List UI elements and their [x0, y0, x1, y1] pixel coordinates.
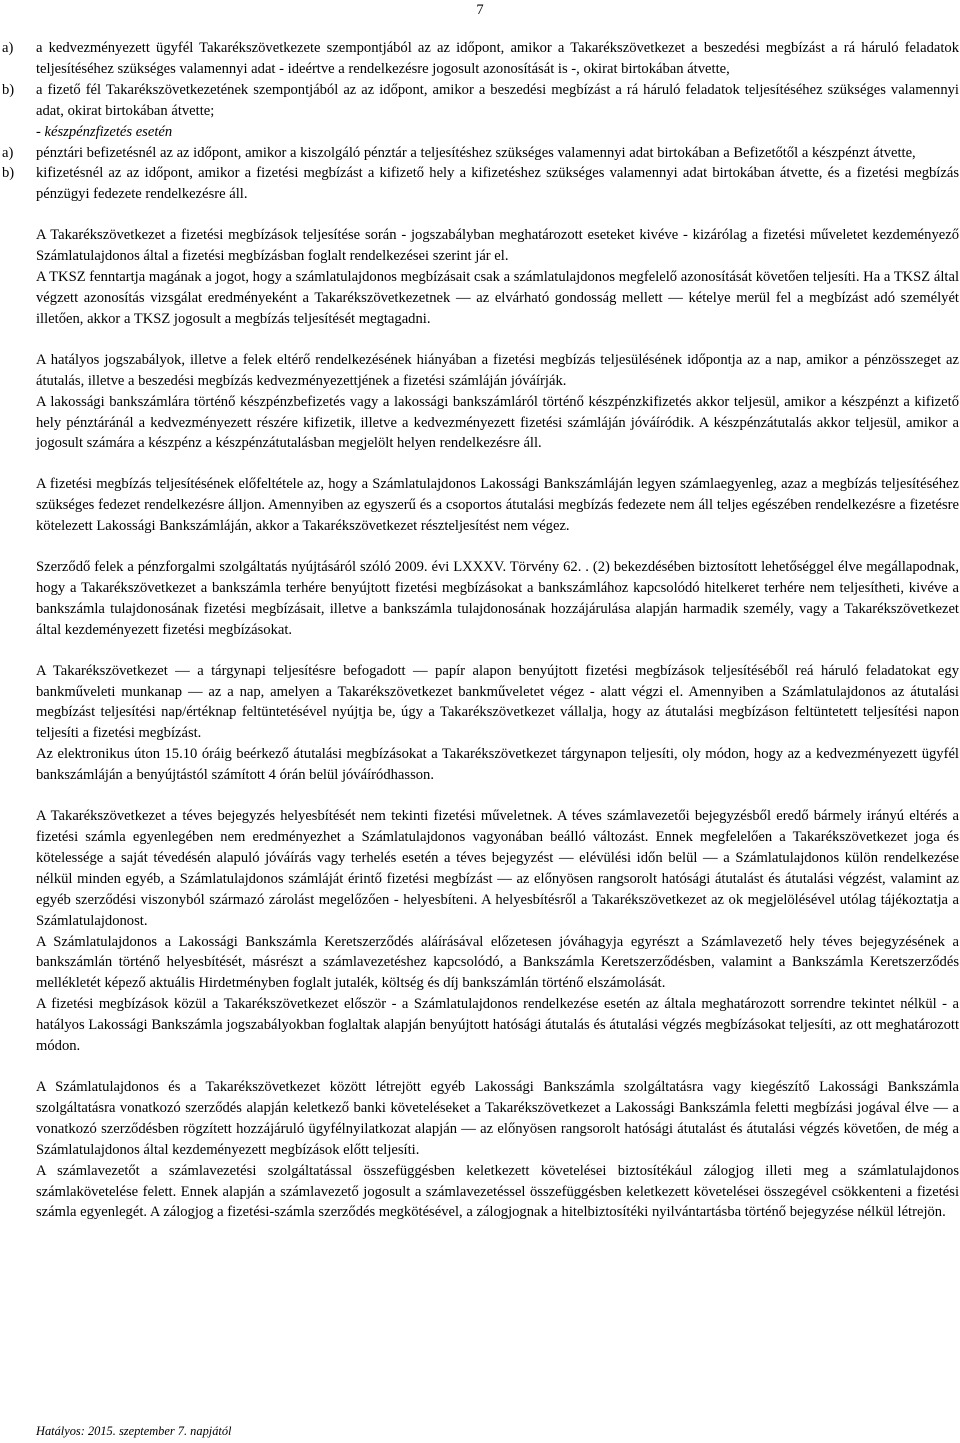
- paragraph: A Számlatulajdonos és a Takarékszövetkezet között létrejött egyéb Lakossági Bankszámla szolgáltatásra vagy kiegészítő Lakossági Bankszámla szolgáltatásra vonatkozó szerződés alapján keletkező banki követeléseket a Takarékszövetkezet a Lakossági Bankszámla feletti megbízási jogával élve — a vonatkozó szerződésben rögzített hozzájáruló ügyfélnyilatkozat alapján — az előnyösen rangsorolt hatósági átutalást és átutalási végzés követően, de még a Számlatulajdonos által kezdeményezett megbízások előtt teljesíti.: [36, 1078, 959, 1158]
- cash-payment-heading: - készpénzfizetés esetén: [36, 123, 173, 140]
- document-body: [2, 38, 959, 1223]
- list-text: a kedvezményezett ügyfél Takarékszövetkezete szempontjából az az időpont, amikor a Takarékszövetkezet a beszedési megbízást a rá háruló feladatok teljesítéséhez szükséges valamennyi adat - ideértve a rendelkezésre jogosult azonosítását is -, okirat birtokában átvette,: [36, 40, 959, 77]
- page-number: 7: [476, 2, 484, 18]
- list-text: kifizetésnél az az időpont, amikor a fizetési megbízást a kifizető hely a kifizetéshez szükséges valamennyi adat birtokában átvette, és a fizetési megbízás pénzügyi fedezete rendelkezésre áll.: [36, 165, 959, 203]
- paragraph: A fizetési megbízás teljesítésének előfeltétele az, hogy a Számlatulajdonos Lakossági Bankszámláján legyen számlaegyenleg, azaz a megbízás teljesítéséhez szükséges fedezet rendelkezésre álljon. Amennyiben az egyszerű és a csoportos átutalási megbízás fedezete nem áll teljes egészében rendelkezésre a fizetésre kötelezett Lakossági Bankszámláján, akkor a Takarékszövetkezet részteljesítést nem végez.: [36, 476, 959, 535]
- list-item: [2, 38, 959, 80]
- paragraph: A Számlatulajdonos a Lakossági Bankszámla Keretszerződés aláírásával előzetesen jóváhagyja egyrészt a Számlavezető hely téves bejegyzésének a bankszámlán történő helyesbítését, másrészt a számlavezetéshez kapcsolódó, a Bankszámla Keretszerződésben, valamint a Bankszámla Keretszerződés mellékletét képező aktuális Hirdetményben foglalt jutalék, költség és díj bankszámlán történő elszámolását.: [36, 933, 959, 992]
- paragraph: A Takarékszövetkezet a téves bejegyzés helyesbítését nem tekinti fizetési műveletnek. A téves számlavezetői bejegyzésből eredő bármely irányú eltérés a fizetési számla egyenlegében nem eredményezhet a Számlatulajdonos vagyonában beálló változást. Ennek megfelelően a Takarékszövetkezet joga és kötelessége a saját tévedésén alapuló jóváírás vagy terhelés esetén a téves bejegyzést — elévülési időn belül — a Számlatulajdonos külön rendelkezése nélkül minden egyéb, a Számlatulajdonos számláját érintő fizetési megbízást — az előnyösen rangsorolt hatósági átutalást és átutalási végzést, valamint az egyéb szerződési viszonyból származó zárolást megelőzően - helyesbíteni. A helyesbítésről a Takarékszövetkezet az ok megjelölésével utólag tájékoztatja a Számlatulajdonost.: [36, 808, 959, 929]
- list-marker: b): [2, 165, 15, 182]
- paragraph: A hatályos jogszabályok, illetve a felek eltérő rendelkezésének hiányában a fizetési megbízás teljesülésének időpontja az a nap, amikor a pénzösszeget az átutalás, illetve a beszedési megbízás kedvezményezettjének a fizetési számláján jóváírják.: [36, 351, 959, 389]
- list-item: [2, 80, 959, 122]
- paragraph: A lakossági bankszámlára történő készpénzbefizetés vagy a lakossági bankszámláról történő készpénzkifizetés akkor teljesül, amikor a készpénzt a kifizető hely pénztáránál a kedvezményezett részére kifizetik, illetve a kedvezményezett fizetési számláján jóváíródik. A készpénzátutalás akkor teljesül, amikor a jogosult számára a készpénz a készpénzátutalásban megjelölt helyen rendelkezésre áll.: [36, 393, 959, 452]
- list-marker: a): [2, 40, 14, 56]
- list-marker: b): [2, 81, 15, 98]
- list-item: [2, 143, 959, 164]
- list-text: a fizető fél Takarékszövetkezetének szempontjából az az időpont, amikor a beszedési megbízást a rá háruló feladatok teljesítéséhez szükséges valamennyi adat, okirat birtokában átvette;: [36, 81, 959, 119]
- footer-effective-date: Hatályos: 2015. szeptember 7. napjától: [36, 1424, 232, 1438]
- paragraph: Szerződő felek a pénzforgalmi szolgáltatás nyújtásáról szóló 2009. évi LXXXV. Törvény 62. . (2) bekezdésében biztosított lehetőséggel élve megállapodnak, hogy a Takarékszövetkezet a bankszámla terhére benyújtott fizetési megbízásokat a bankszámlához kapcsolódó hitelkeret terhére nem teljesítheti, kivéve a bankszámla tulajdonosának fizetési megbízásait, illetve a bankszámla tulajdonosának hozzájárulása alapján harmadik személy, vagy a Takarékszövetkezet által kezdeményezett fizetési megbízásokat.: [36, 559, 959, 638]
- paragraph: A számlavezetőt a számlavezetési szolgáltatással összefüggésben keletkezett követelései biztosítékául zálogjog illeti meg a számlatulajdonos számlakövetelése felett. Ennek alapján a számlavezető jogosult a számlavezetéssel összefüggésben keletkezett követelései összegével csökkenteni a fizetési számla egyenlegét. A zálogjog a fizetési-számla szerződés megkötésével, a zálogjognak a hitelbiztosítéki nyilvántartásba történő bejegyzése nélkül létrejön.: [36, 1162, 959, 1221]
- list-item: [2, 163, 959, 205]
- paragraph: Az elektronikus úton 15.10 óráig beérkező átutalási megbízásokat a Takarékszövetkezet tárgynapon teljesíti, oly módon, hogy az a kedvezményezett ügyfél bankszámláján a benyújtástól számított 4 órán belül jóváíródhasson.: [36, 746, 959, 784]
- paragraph: A TKSZ fenntartja magának a jogot, hogy a számlatulajdonos megbízásait csak a számlatulajdonos megfelelő azonosítását követően teljesíti. Ha a TKSZ által végzett azonosítás vizsgálat eredményeként a Takarékszövetkezetnek — az elvárható gondosság mellett — kételye merül fel a megbízást adó személyét illetően, akkor a TKSZ jogosult a megbízás teljesítését megtagadni.: [36, 269, 959, 327]
- paragraph: A fizetési megbízások közül a Takarékszövetkezet először - a Számlatulajdonos rendelkezése esetén az általa meghatározott sorrendre tekintet nélkül - a hatályos Lakossági Bankszámla jogszabályokban foglaltak alapján benyújtott hatósági átutalás és átutalási végzés megbízásokat teljesíti, az ott meghatározott módon.: [36, 996, 959, 1055]
- paragraph: A Takarékszövetkezet a fizetési megbízások teljesítése során - jogszabályban meghatározott eseteket kivéve - kizárólag a fizetési műveletet kezdeményező Számlatulajdonos által a fizetési megbízásban foglalt rendelkezései szerint jár el.: [36, 227, 959, 265]
- paragraph: A Takarékszövetkezet — a tárgynapi teljesítésre befogadott — papír alapon benyújtott fizetési megbízások teljesítéséből reá háruló feladatokat egy bankműveleti munkanap — az a nap, amelyen a Takarékszövetkezet bankműveletet végez - alatt végzi el. Amennyiben a Számlatulajdonos az átutalási megbízást teljesítési nap/értéknap feltüntetésével nyújtja be, úgy a Takarékszövetkezet vállalja, hogy az átutalási megbízáson feltüntetett teljesítési napon teljesíti a fizetési megbízást.: [36, 662, 959, 742]
- list-text: pénztári befizetésnél az az időpont, amikor a kiszolgáló pénztár a teljesítéshez szükséges valamennyi adat birtokában a Befizetőtől a készpénzt átvette,: [36, 144, 916, 161]
- list-marker: a): [2, 144, 14, 161]
